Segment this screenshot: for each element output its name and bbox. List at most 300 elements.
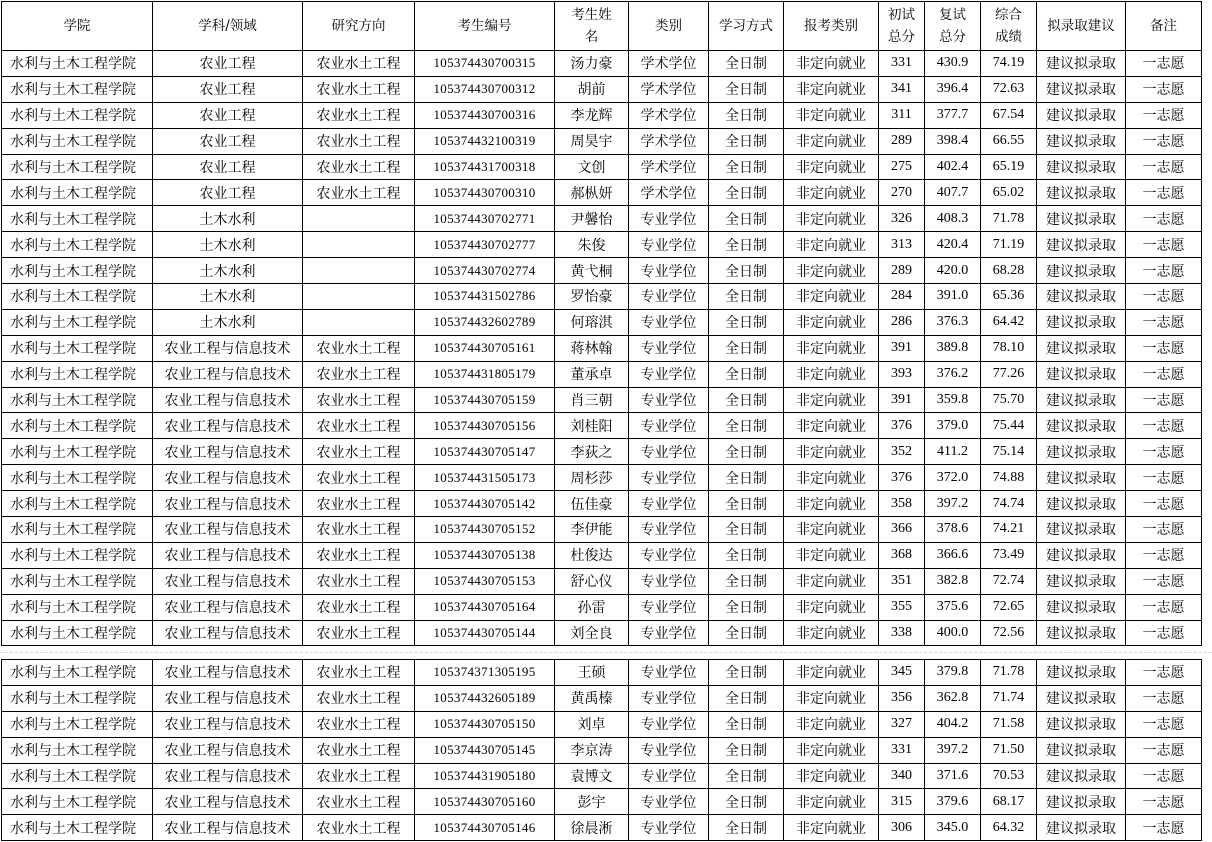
remarks-cell: 一志愿	[1126, 620, 1202, 646]
category-cell: 专业学位	[629, 309, 709, 335]
retest-total-cell: 397.2	[925, 737, 981, 763]
admission-suggestion-cell: 建议拟录取	[1037, 711, 1126, 737]
composite-score-cell: 75.70	[981, 387, 1037, 413]
remarks-cell: 一志愿	[1126, 180, 1202, 206]
candidate-name-cell: 蒋林翰	[555, 335, 629, 361]
initial-total-cell: 391	[879, 387, 925, 413]
study-mode-cell: 全日制	[709, 465, 784, 491]
study-mode-cell: 全日制	[709, 361, 784, 387]
candidate-name-cell: 王硕	[555, 660, 629, 686]
college-cell: 水利与土木工程学院	[2, 763, 153, 789]
composite-score-cell: 78.10	[981, 335, 1037, 361]
remarks-cell: 一志愿	[1126, 258, 1202, 284]
study-mode-cell: 全日制	[709, 711, 784, 737]
initial-total-cell: 327	[879, 711, 925, 737]
composite-score-cell: 72.56	[981, 620, 1037, 646]
initial-total-cell: 341	[879, 76, 925, 102]
candidate-name-cell: 罗怡豪	[555, 284, 629, 310]
research-direction-cell: 农业水土工程	[303, 180, 415, 206]
initial-total-cell: 368	[879, 542, 925, 568]
composite-score-cell: 71.78	[981, 660, 1037, 686]
college-cell: 水利与土木工程学院	[2, 335, 153, 361]
study-mode-cell: 全日制	[709, 102, 784, 128]
research-direction-cell: 农业水土工程	[303, 711, 415, 737]
candidate-name-cell: 董承卓	[555, 361, 629, 387]
admission-suggestion-cell: 建议拟录取	[1037, 568, 1126, 594]
candidate-id-cell: 105374430700315	[415, 51, 555, 77]
remarks-cell: 一志愿	[1126, 517, 1202, 543]
research-direction-cell: 农业水土工程	[303, 542, 415, 568]
candidate-id-cell: 105374430705156	[415, 413, 555, 439]
category-cell: 专业学位	[629, 335, 709, 361]
category-cell: 专业学位	[629, 465, 709, 491]
candidate-id-cell: 105374431505173	[415, 465, 555, 491]
study-mode-cell: 全日制	[709, 258, 784, 284]
application-type-cell: 非定向就业	[784, 594, 879, 620]
category-cell: 专业学位	[629, 815, 709, 841]
candidate-id-cell: 105374431905180	[415, 763, 555, 789]
remarks-cell: 一志愿	[1126, 206, 1202, 232]
category-cell: 专业学位	[629, 594, 709, 620]
remarks-cell: 一志愿	[1126, 660, 1202, 686]
discipline-cell: 农业工程	[153, 51, 303, 77]
composite-score-cell: 71.74	[981, 685, 1037, 711]
remarks-cell: 一志愿	[1126, 102, 1202, 128]
candidate-id-cell: 105374430705146	[415, 815, 555, 841]
composite-score-cell: 75.14	[981, 439, 1037, 465]
admission-suggestion-cell: 建议拟录取	[1037, 51, 1126, 77]
candidate-name-cell: 胡前	[555, 76, 629, 102]
candidate-id-cell: 105374430705160	[415, 789, 555, 815]
candidate-id-cell: 105374430705150	[415, 711, 555, 737]
table-row	[2, 660, 1202, 686]
application-type-cell: 非定向就业	[784, 517, 879, 543]
header-candidate-name: 考生姓 名	[555, 2, 629, 51]
candidate-id-cell: 105374430705152	[415, 517, 555, 543]
composite-score-cell: 71.58	[981, 711, 1037, 737]
category-cell: 专业学位	[629, 620, 709, 646]
application-type-cell: 非定向就业	[784, 568, 879, 594]
application-type-cell: 非定向就业	[784, 711, 879, 737]
candidate-id-cell: 105374430705145	[415, 737, 555, 763]
header-admission-suggestion: 拟录取建议	[1037, 2, 1126, 51]
composite-score-cell: 71.19	[981, 232, 1037, 258]
admission-suggestion-cell: 建议拟录取	[1037, 335, 1126, 361]
retest-total-cell: 382.8	[925, 568, 981, 594]
table-row	[2, 413, 1202, 439]
candidate-id-cell: 105374430702771	[415, 206, 555, 232]
category-cell: 专业学位	[629, 660, 709, 686]
candidate-name-cell: 徐晨淅	[555, 815, 629, 841]
retest-total-cell: 400.0	[925, 620, 981, 646]
header-research-direction: 研究方向	[303, 2, 415, 51]
study-mode-cell: 全日制	[709, 660, 784, 686]
candidate-id-cell: 105374432605189	[415, 685, 555, 711]
composite-score-cell: 75.44	[981, 413, 1037, 439]
header-discipline: 学科/领域	[153, 2, 303, 51]
study-mode-cell: 全日制	[709, 309, 784, 335]
candidate-name-cell: 李京涛	[555, 737, 629, 763]
table-row	[2, 737, 1202, 763]
admission-suggestion-cell: 建议拟录取	[1037, 309, 1126, 335]
college-cell: 水利与土木工程学院	[2, 465, 153, 491]
candidate-id-cell: 105374430705164	[415, 594, 555, 620]
discipline-cell: 农业工程与信息技术	[153, 660, 303, 686]
research-direction-cell: 农业水土工程	[303, 660, 415, 686]
study-mode-cell: 全日制	[709, 387, 784, 413]
remarks-cell: 一志愿	[1126, 542, 1202, 568]
initial-total-cell: 331	[879, 737, 925, 763]
composite-score-cell: 77.26	[981, 361, 1037, 387]
initial-total-cell: 315	[879, 789, 925, 815]
composite-score-cell: 65.02	[981, 180, 1037, 206]
discipline-cell: 农业工程	[153, 180, 303, 206]
study-mode-cell: 全日制	[709, 737, 784, 763]
table-header-row	[2, 2, 1202, 51]
category-cell: 学术学位	[629, 180, 709, 206]
study-mode-cell: 全日制	[709, 491, 784, 517]
initial-total-cell: 345	[879, 660, 925, 686]
college-cell: 水利与土木工程学院	[2, 737, 153, 763]
candidate-name-cell: 李荻之	[555, 439, 629, 465]
header-candidate-id: 考生编号	[415, 2, 555, 51]
category-cell: 专业学位	[629, 232, 709, 258]
composite-score-cell: 74.21	[981, 517, 1037, 543]
candidate-id-cell: 105374430702774	[415, 258, 555, 284]
candidate-name-cell: 郝枞妍	[555, 180, 629, 206]
retest-total-cell: 376.2	[925, 361, 981, 387]
candidate-id-cell: 105374430705138	[415, 542, 555, 568]
category-cell: 专业学位	[629, 763, 709, 789]
discipline-cell: 土木水利	[153, 258, 303, 284]
study-mode-cell: 全日制	[709, 76, 784, 102]
candidate-id-cell: 105374430705142	[415, 491, 555, 517]
discipline-cell: 土木水利	[153, 309, 303, 335]
candidate-id-cell: 105374430705159	[415, 387, 555, 413]
application-type-cell: 非定向就业	[784, 180, 879, 206]
table-row	[2, 180, 1202, 206]
table-row	[2, 51, 1202, 77]
application-type-cell: 非定向就业	[784, 206, 879, 232]
candidate-id-cell: 105374430705147	[415, 439, 555, 465]
candidate-id-cell: 105374371305195	[415, 660, 555, 686]
retest-total-cell: 345.0	[925, 815, 981, 841]
table-row	[2, 517, 1202, 543]
category-cell: 专业学位	[629, 517, 709, 543]
header-retest-total: 复试 总分	[925, 2, 981, 51]
candidate-name-cell: 汤力豪	[555, 51, 629, 77]
initial-total-cell: 306	[879, 815, 925, 841]
admission-suggestion-cell: 建议拟录取	[1037, 542, 1126, 568]
discipline-cell: 农业工程与信息技术	[153, 491, 303, 517]
retest-total-cell: 366.6	[925, 542, 981, 568]
admission-suggestion-cell: 建议拟录取	[1037, 685, 1126, 711]
category-cell: 专业学位	[629, 737, 709, 763]
remarks-cell: 一志愿	[1126, 387, 1202, 413]
application-type-cell: 非定向就业	[784, 335, 879, 361]
composite-score-cell: 71.50	[981, 737, 1037, 763]
college-cell: 水利与土木工程学院	[2, 568, 153, 594]
table-row	[2, 387, 1202, 413]
college-cell: 水利与土木工程学院	[2, 180, 153, 206]
candidate-id-cell: 105374431700318	[415, 154, 555, 180]
composite-score-cell: 65.36	[981, 284, 1037, 310]
admission-suggestion-cell: 建议拟录取	[1037, 815, 1126, 841]
initial-total-cell: 338	[879, 620, 925, 646]
candidate-name-cell: 舒心仪	[555, 568, 629, 594]
candidate-name-cell: 伍佳豪	[555, 491, 629, 517]
retest-total-cell: 376.3	[925, 309, 981, 335]
retest-total-cell: 420.4	[925, 232, 981, 258]
research-direction-cell: 农业水土工程	[303, 568, 415, 594]
application-type-cell: 非定向就业	[784, 491, 879, 517]
remarks-cell: 一志愿	[1126, 76, 1202, 102]
college-cell: 水利与土木工程学院	[2, 413, 153, 439]
table-row	[2, 154, 1202, 180]
college-cell: 水利与土木工程学院	[2, 154, 153, 180]
header-study-mode: 学习方式	[709, 2, 784, 51]
category-cell: 专业学位	[629, 568, 709, 594]
remarks-cell: 一志愿	[1126, 413, 1202, 439]
initial-total-cell: 331	[879, 51, 925, 77]
remarks-cell: 一志愿	[1126, 685, 1202, 711]
category-cell: 专业学位	[629, 413, 709, 439]
research-direction-cell: 农业水土工程	[303, 465, 415, 491]
research-direction-cell: 农业水土工程	[303, 685, 415, 711]
remarks-cell: 一志愿	[1126, 465, 1202, 491]
table-row	[2, 206, 1202, 232]
discipline-cell: 农业工程	[153, 154, 303, 180]
table-row	[2, 76, 1202, 102]
retest-total-cell: 397.2	[925, 491, 981, 517]
research-direction-cell: 农业水土工程	[303, 128, 415, 154]
table-row	[2, 361, 1202, 387]
application-type-cell: 非定向就业	[784, 620, 879, 646]
candidate-name-cell: 肖三朝	[555, 387, 629, 413]
admission-suggestion-cell: 建议拟录取	[1037, 737, 1126, 763]
remarks-cell: 一志愿	[1126, 789, 1202, 815]
retest-total-cell: 379.0	[925, 413, 981, 439]
research-direction-cell: 农业水土工程	[303, 763, 415, 789]
table-row	[2, 309, 1202, 335]
initial-total-cell: 352	[879, 439, 925, 465]
table-row	[2, 620, 1202, 646]
study-mode-cell: 全日制	[709, 568, 784, 594]
remarks-cell: 一志愿	[1126, 594, 1202, 620]
initial-total-cell: 358	[879, 491, 925, 517]
table-body-main	[2, 51, 1202, 646]
initial-total-cell: 313	[879, 232, 925, 258]
college-cell: 水利与土木工程学院	[2, 387, 153, 413]
category-cell: 学术学位	[629, 128, 709, 154]
research-direction-cell	[303, 309, 415, 335]
admission-suggestion-cell: 建议拟录取	[1037, 154, 1126, 180]
admission-suggestion-cell: 建议拟录取	[1037, 763, 1126, 789]
initial-total-cell: 340	[879, 763, 925, 789]
application-type-cell: 非定向就业	[784, 685, 879, 711]
remarks-cell: 一志愿	[1126, 763, 1202, 789]
application-type-cell: 非定向就业	[784, 789, 879, 815]
discipline-cell: 农业工程与信息技术	[153, 737, 303, 763]
college-cell: 水利与土木工程学院	[2, 76, 153, 102]
study-mode-cell: 全日制	[709, 439, 784, 465]
discipline-cell: 土木水利	[153, 284, 303, 310]
college-cell: 水利与土木工程学院	[2, 517, 153, 543]
research-direction-cell	[303, 258, 415, 284]
research-direction-cell: 农业水土工程	[303, 51, 415, 77]
retest-total-cell: 420.0	[925, 258, 981, 284]
category-cell: 学术学位	[629, 102, 709, 128]
candidate-name-cell: 周昊宇	[555, 128, 629, 154]
application-type-cell: 非定向就业	[784, 232, 879, 258]
research-direction-cell: 农业水土工程	[303, 413, 415, 439]
discipline-cell: 农业工程与信息技术	[153, 387, 303, 413]
application-type-cell: 非定向就业	[784, 542, 879, 568]
table-row	[2, 102, 1202, 128]
initial-total-cell: 376	[879, 465, 925, 491]
category-cell: 专业学位	[629, 711, 709, 737]
study-mode-cell: 全日制	[709, 180, 784, 206]
retest-total-cell: 371.6	[925, 763, 981, 789]
table-row	[2, 258, 1202, 284]
discipline-cell: 农业工程与信息技术	[153, 568, 303, 594]
retest-total-cell: 372.0	[925, 465, 981, 491]
application-type-cell: 非定向就业	[784, 413, 879, 439]
composite-score-cell: 71.78	[981, 206, 1037, 232]
discipline-cell: 农业工程与信息技术	[153, 711, 303, 737]
composite-score-cell: 73.49	[981, 542, 1037, 568]
college-cell: 水利与土木工程学院	[2, 789, 153, 815]
retest-total-cell: 375.6	[925, 594, 981, 620]
application-type-cell: 非定向就业	[784, 309, 879, 335]
retest-total-cell: 430.9	[925, 51, 981, 77]
candidate-id-cell: 105374430702777	[415, 232, 555, 258]
candidate-name-cell: 文创	[555, 154, 629, 180]
admission-suggestion-cell: 建议拟录取	[1037, 517, 1126, 543]
table-row	[2, 335, 1202, 361]
discipline-cell: 农业工程与信息技术	[153, 517, 303, 543]
discipline-cell: 农业工程与信息技术	[153, 361, 303, 387]
retest-total-cell: 389.8	[925, 335, 981, 361]
table-row	[2, 763, 1202, 789]
study-mode-cell: 全日制	[709, 815, 784, 841]
candidate-name-cell: 何瑢淇	[555, 309, 629, 335]
admission-suggestion-cell: 建议拟录取	[1037, 258, 1126, 284]
candidate-name-cell: 李伊能	[555, 517, 629, 543]
application-type-cell: 非定向就业	[784, 361, 879, 387]
discipline-cell: 农业工程与信息技术	[153, 815, 303, 841]
college-cell: 水利与土木工程学院	[2, 128, 153, 154]
study-mode-cell: 全日制	[709, 335, 784, 361]
composite-score-cell: 70.53	[981, 763, 1037, 789]
retest-total-cell: 411.2	[925, 439, 981, 465]
college-cell: 水利与土木工程学院	[2, 815, 153, 841]
admission-suggestion-cell: 建议拟录取	[1037, 232, 1126, 258]
composite-score-cell: 64.42	[981, 309, 1037, 335]
table-row	[2, 685, 1202, 711]
initial-total-cell: 376	[879, 413, 925, 439]
composite-score-cell: 74.19	[981, 51, 1037, 77]
college-cell: 水利与土木工程学院	[2, 620, 153, 646]
initial-total-cell: 284	[879, 284, 925, 310]
composite-score-cell: 64.32	[981, 815, 1037, 841]
candidate-name-cell: 刘全良	[555, 620, 629, 646]
category-cell: 专业学位	[629, 439, 709, 465]
admission-suggestion-cell: 建议拟录取	[1037, 594, 1126, 620]
application-type-cell: 非定向就业	[784, 284, 879, 310]
remarks-cell: 一志愿	[1126, 309, 1202, 335]
composite-score-cell: 74.88	[981, 465, 1037, 491]
research-direction-cell: 农业水土工程	[303, 76, 415, 102]
category-cell: 专业学位	[629, 258, 709, 284]
remarks-cell: 一志愿	[1126, 232, 1202, 258]
admission-suggestion-cell: 建议拟录取	[1037, 128, 1126, 154]
study-mode-cell: 全日制	[709, 594, 784, 620]
composite-score-cell: 74.74	[981, 491, 1037, 517]
category-cell: 专业学位	[629, 491, 709, 517]
page-break-line	[0, 652, 1212, 653]
remarks-cell: 一志愿	[1126, 284, 1202, 310]
study-mode-cell: 全日制	[709, 154, 784, 180]
study-mode-cell: 全日制	[709, 789, 784, 815]
category-cell: 专业学位	[629, 542, 709, 568]
discipline-cell: 农业工程与信息技术	[153, 465, 303, 491]
category-cell: 专业学位	[629, 284, 709, 310]
candidate-name-cell: 刘卓	[555, 711, 629, 737]
retest-total-cell: 402.4	[925, 154, 981, 180]
research-direction-cell: 农业水土工程	[303, 335, 415, 361]
application-type-cell: 非定向就业	[784, 154, 879, 180]
application-type-cell: 非定向就业	[784, 258, 879, 284]
category-cell: 学术学位	[629, 154, 709, 180]
composite-score-cell: 68.17	[981, 789, 1037, 815]
table-row	[2, 128, 1202, 154]
college-cell: 水利与土木工程学院	[2, 594, 153, 620]
candidate-id-cell: 105374430705153	[415, 568, 555, 594]
candidate-name-cell: 黄弋桐	[555, 258, 629, 284]
study-mode-cell: 全日制	[709, 763, 784, 789]
college-cell: 水利与土木工程学院	[2, 232, 153, 258]
candidate-id-cell: 105374431805179	[415, 361, 555, 387]
candidate-id-cell: 105374430705161	[415, 335, 555, 361]
study-mode-cell: 全日制	[709, 620, 784, 646]
category-cell: 专业学位	[629, 361, 709, 387]
table-row	[2, 568, 1202, 594]
admission-suggestion-cell: 建议拟录取	[1037, 413, 1126, 439]
remarks-cell: 一志愿	[1126, 439, 1202, 465]
study-mode-cell: 全日制	[709, 542, 784, 568]
table-row	[2, 232, 1202, 258]
candidate-name-cell: 袁博文	[555, 763, 629, 789]
header-college: 学院	[2, 2, 153, 51]
admission-suggestion-cell: 建议拟录取	[1037, 789, 1126, 815]
application-type-cell: 非定向就业	[784, 76, 879, 102]
discipline-cell: 农业工程与信息技术	[153, 685, 303, 711]
initial-total-cell: 270	[879, 180, 925, 206]
discipline-cell: 土木水利	[153, 232, 303, 258]
retest-total-cell: 407.7	[925, 180, 981, 206]
initial-total-cell: 355	[879, 594, 925, 620]
study-mode-cell: 全日制	[709, 284, 784, 310]
application-type-cell: 非定向就业	[784, 763, 879, 789]
research-direction-cell: 农业水土工程	[303, 594, 415, 620]
remarks-cell: 一志愿	[1126, 154, 1202, 180]
application-type-cell: 非定向就业	[784, 128, 879, 154]
table-row	[2, 711, 1202, 737]
table-row	[2, 789, 1202, 815]
college-cell: 水利与土木工程学院	[2, 258, 153, 284]
remarks-cell: 一志愿	[1126, 815, 1202, 841]
